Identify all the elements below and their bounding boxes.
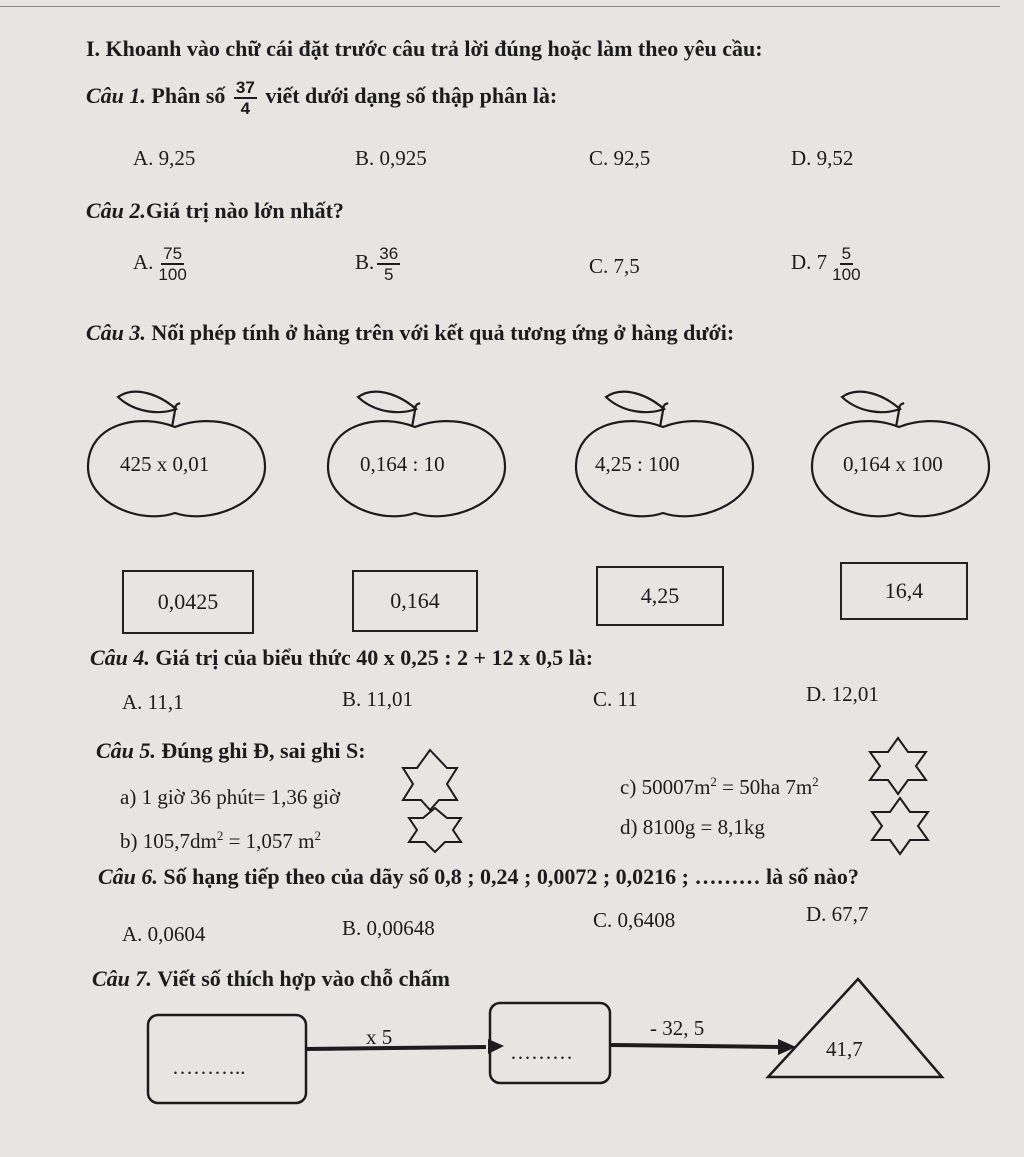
q5-b-mid: = 1,057 m (223, 829, 315, 853)
q7-result-triangle (768, 979, 942, 1077)
q5-item-b (120, 828, 321, 854)
q3-label: Câu 3. (86, 320, 146, 345)
star-box-c[interactable] (870, 738, 926, 794)
apple-2-text[interactable]: 0,164 : 10 (360, 452, 445, 476)
q5-line (96, 738, 366, 764)
q4-line (90, 645, 593, 671)
result-box-3[interactable]: 4,25 (596, 566, 724, 626)
q5-c-exp2: 2 (812, 774, 819, 789)
q5-c-pre: c) 50007m (620, 775, 711, 799)
q7-blank-2[interactable]: ……… (510, 1040, 573, 1064)
q5-label: Câu 5. (96, 738, 156, 763)
q2-label: Câu 2. (86, 198, 146, 223)
result-box-4[interactable]: 16,4 (840, 562, 968, 620)
star-answer-boxes-left[interactable] (395, 738, 465, 858)
q7-blank-1[interactable]: ……….. (172, 1055, 246, 1079)
q2-b-den: 5 (383, 265, 394, 284)
q7-arrow-1 (306, 1047, 486, 1049)
q1-option-a[interactable]: A. 9,25 (133, 146, 196, 170)
q2-a-den: 100 (158, 265, 187, 284)
q2-line (86, 198, 344, 224)
q2-text: Giá trị nào lớn nhất? (145, 198, 344, 223)
q7-op-2: - 32, 5 (650, 1016, 705, 1040)
q5-c-exp1: 2 (710, 774, 717, 789)
q2-a-fraction (156, 244, 188, 284)
apple-4-text[interactable]: 0,164 x 100 (843, 452, 943, 476)
apple-3-text[interactable]: 4,25 : 100 (595, 452, 680, 476)
q5-item-d: d) 8100g = 8,1kg (620, 815, 765, 839)
star-answer-boxes-right[interactable] (860, 732, 932, 862)
star-box-d[interactable] (872, 798, 928, 854)
q5-c-mid: = 50ha 7m (716, 775, 813, 799)
q1-frac-den: 4 (240, 99, 251, 118)
q2-option-a[interactable] (133, 244, 192, 284)
q1-option-d[interactable]: D. 9,52 (791, 146, 854, 170)
q2-option-d[interactable] (791, 244, 866, 284)
result-box-1[interactable]: 0,0425 (122, 570, 254, 634)
q7-arrow-2-head (778, 1039, 796, 1055)
q6-line (98, 864, 859, 890)
q6-text: Số hạng tiếp theo của dãy số 0,8 ; 0,24 ; 0,0072 ; 0,0216 ; ……… là số nào? (163, 864, 859, 889)
q4-text: Giá trị của biểu thức 40 x 0,25 : 2 + 12 x 0,5 là: (155, 645, 594, 670)
q4-label: Câu 4. (90, 645, 150, 670)
q2-option-c[interactable]: C. 7,5 (589, 254, 640, 278)
q7-arrow-2 (610, 1045, 780, 1047)
q2-d-den: 100 (832, 265, 861, 284)
q1-option-b[interactable]: B. 0,925 (355, 146, 427, 170)
q2-b-prefix: B. (355, 249, 375, 274)
q5-item-a: a) 1 giờ 36 phút= 1,36 giờ (120, 785, 341, 809)
q1-fraction (234, 78, 257, 118)
q2-b-num: 36 (379, 244, 399, 263)
q4-option-b[interactable]: B. 11,01 (342, 687, 413, 711)
q4-option-a[interactable]: A. 11,1 (122, 690, 184, 714)
q5-item-c (620, 774, 819, 800)
q1-text-after: viết dưới dạng số thập phân là: (265, 83, 558, 109)
star-box-b[interactable] (409, 808, 461, 852)
q7-text: Viết số thích hợp vào chỗ chấm (157, 966, 450, 991)
star-box-a[interactable] (403, 750, 457, 810)
q6-option-b[interactable]: B. 0,00648 (342, 916, 435, 940)
q6-option-c[interactable]: C. 0,6408 (593, 908, 676, 932)
q2-d-num: 5 (841, 244, 852, 263)
q3-line (86, 320, 734, 346)
q3-text: Nối phép tính ở hàng trên với kết quả tương ứng ở hàng dưới: (151, 320, 735, 345)
top-rule (0, 6, 1000, 7)
section-heading: I. Khoanh vào chữ cái đặt trước câu trả lời đúng hoặc làm theo yêu cầu: (86, 36, 763, 61)
q2-b-fraction (377, 244, 400, 284)
q2-option-b[interactable] (355, 244, 403, 284)
q2-a-num: 75 (163, 244, 183, 263)
apple-1-text[interactable]: 425 x 0,01 (120, 452, 210, 476)
q7-label: Câu 7. (92, 966, 152, 991)
q6-option-a[interactable]: A. 0,0604 (122, 922, 206, 946)
q1-label: Câu 1. (86, 83, 146, 109)
q5-text: Đúng ghi Đ, sai ghi S: (161, 738, 366, 763)
q1-frac-num: 37 (235, 78, 255, 97)
result-box-2[interactable]: 0,164 (352, 570, 478, 632)
q2-a-prefix: A. (133, 249, 154, 274)
q4-option-c[interactable]: C. 11 (593, 687, 638, 711)
q4-option-d[interactable]: D. 12,01 (806, 682, 879, 706)
q2-d-fraction (830, 244, 862, 284)
q6-option-d[interactable]: D. 67,7 (806, 902, 869, 926)
q1-option-c[interactable]: C. 92,5 (589, 146, 651, 170)
q5-b-exp2: 2 (314, 828, 322, 843)
q7-result: 41,7 (826, 1037, 863, 1061)
q1-line (86, 78, 557, 118)
q5-b-exp1: 2 (216, 828, 224, 843)
q2-d-prefix: D. 7 (791, 249, 828, 274)
q7-op-1: x 5 (366, 1025, 393, 1049)
q5-b-pre: b) 105,7dm (120, 829, 217, 853)
q6-label: Câu 6. (98, 864, 158, 889)
q1-text-before: Phân số (151, 83, 226, 109)
